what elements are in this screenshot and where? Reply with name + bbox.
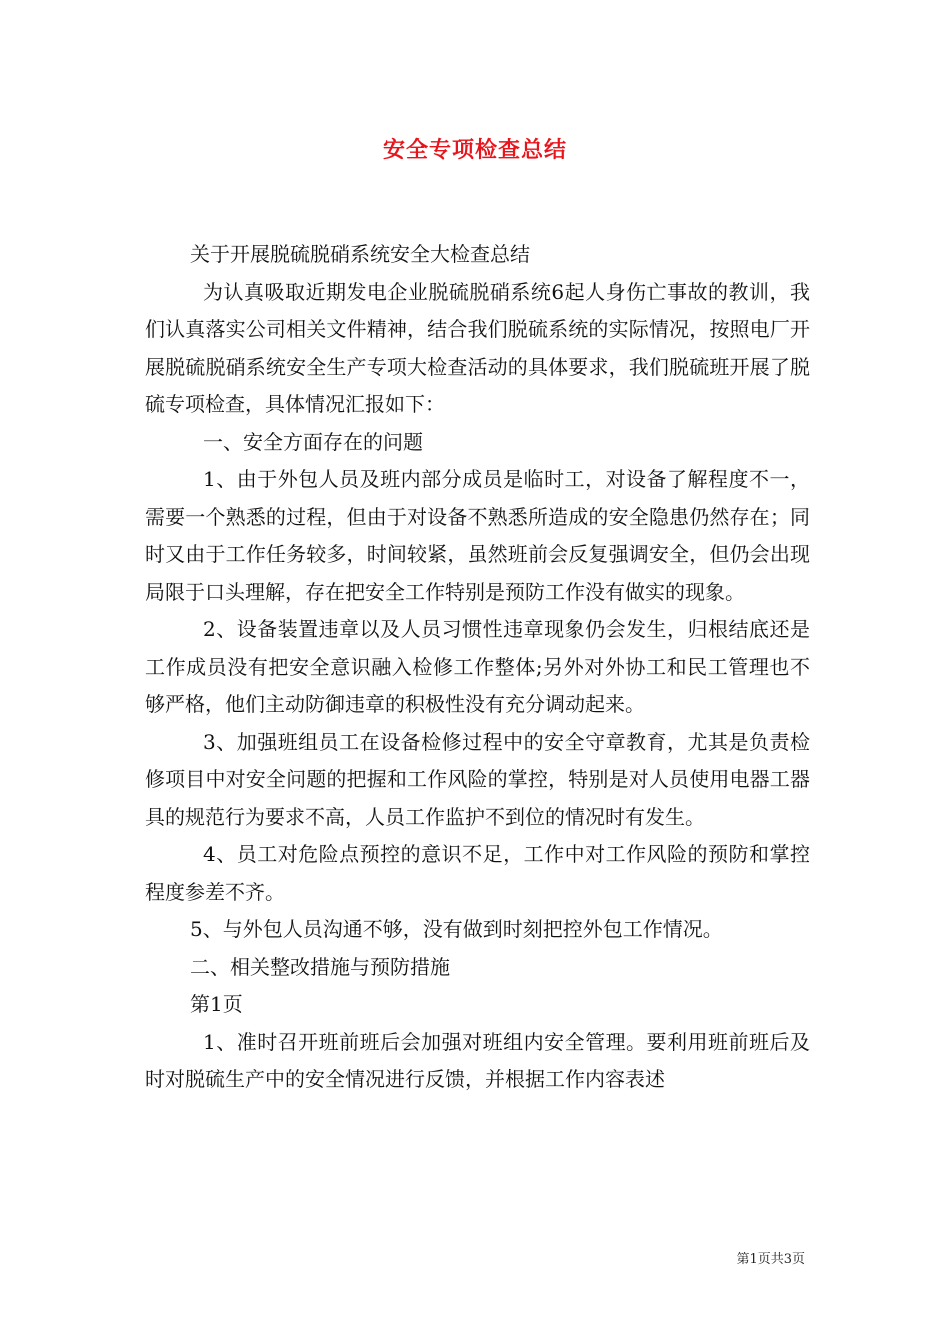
document-body: [145, 236, 810, 1099]
paragraph-problem-4: 4、员工对危险点预控的意识不足，工作中对工作风险的预防和掌控程度参差不齐。: [145, 842, 810, 904]
paragraph-measure-1: 1、准时召开班前班后会加强对班组内安全管理。要利用班前班后及时对脱硫生产中的安全情况进行反馈，并根据工作内容表述: [145, 1029, 810, 1091]
page-footer: 第1页共3页: [736, 1252, 805, 1267]
paragraph-problem-5: 5、与外包人员沟通不够，没有做到时刻把控外包工作情况。: [190, 917, 723, 941]
paragraph-problem-1: 1、由于外包人员及班内部分成员是临时工，对设备了解程度不一，需要一个熟悉的过程，但由于对设备不熟悉所造成的安全隐患仍然存在；同时又由于工作任务较多，时间较紧，虽然班前会反复强调安全，但仍会出现局限于口头理解，存在把安全工作特别是预防工作没有做实的现象。: [145, 467, 810, 604]
section-heading-measures: 二、相关整改措施与预防措施: [190, 954, 450, 979]
paragraph-heading: 关于开展脱硫脱硝系统安全大检查总结: [190, 242, 530, 266]
document-title: 安全专项检查总结: [382, 137, 567, 163]
inline-page-marker: 第1页: [190, 992, 243, 1016]
section-heading-problems: 一、安全方面存在的问题: [203, 429, 423, 454]
paragraph-problem-2: 2、设备装置违章以及人员习惯性违章现象仍会发生，归根结底还是工作成员没有把安全意识融入检修工作整体;另外对外协工和民工管理也不够严格，他们主动防御违章的积极性没有充分调动起来。: [145, 617, 810, 716]
paragraph-intro: 为认真吸取近期发电企业脱硫脱硝系统6起人身伤亡事故的教训，我们认真落实公司相关文件精神，结合我们脱硫系统的实际情况，按照电厂开展脱硫脱硝系统安全生产专项大检查活动的具体要求，我们脱硫班开展了脱硫专项检查，具体情况汇报如下：: [145, 279, 810, 416]
paragraph-problem-3: 3、加强班组员工在设备检修过程中的安全守章教育，尤其是负责检修项目中对安全问题的把握和工作风险的掌控，特别是对人员使用电器工器具的规范行为要求不高，人员工作监护不到位的情况时有发生。: [145, 729, 810, 829]
